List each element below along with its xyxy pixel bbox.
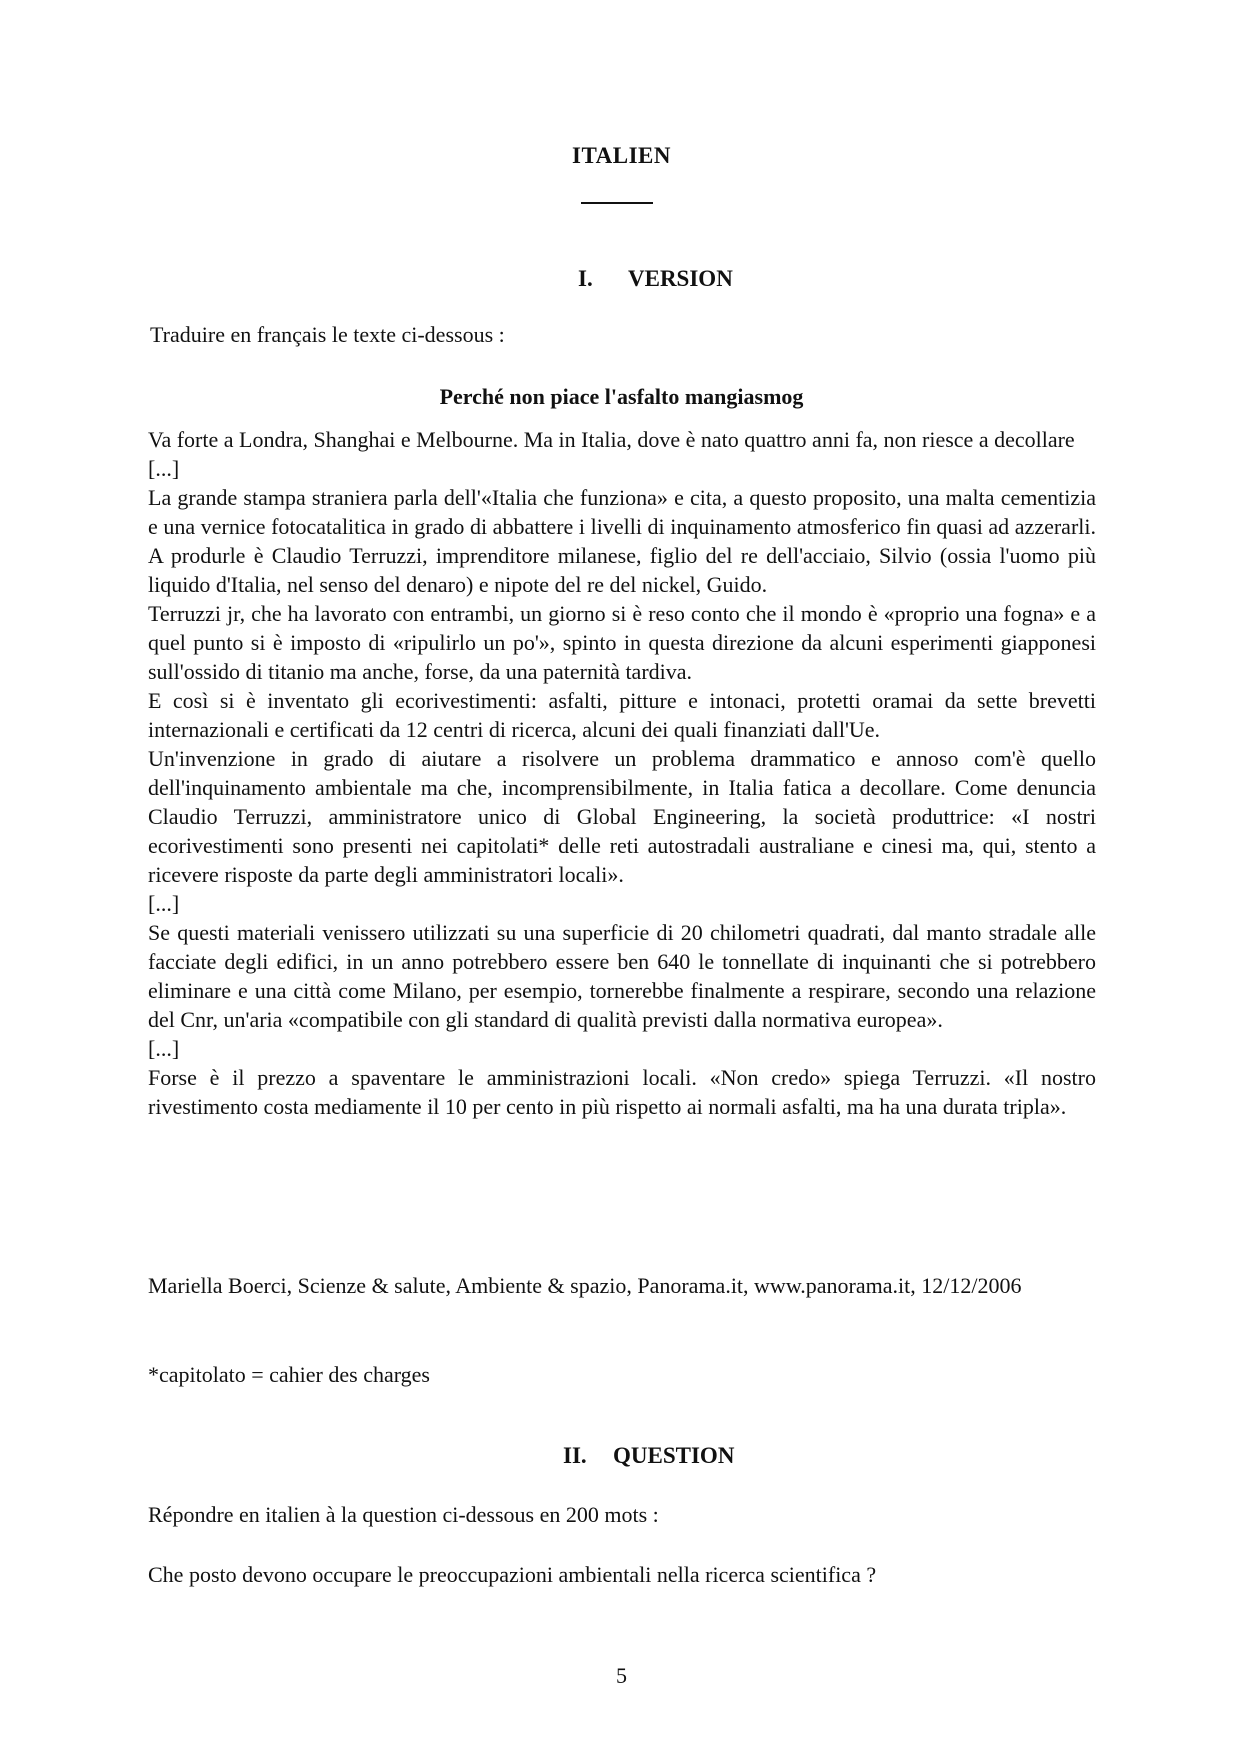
paragraph: La grande stampa straniera parla dell'«Italia che funziona» e cita, a questo proposito, una malta cementizia e una vernice fotocatalitica in grado di abbattere i livelli di inquinamento atmosferico fin quasi ad azzerarli. A produrle è Claudio Terruzzi, imprenditore milanese, figlio del re dell'acciaio, Silvio (ossia l'uomo più liquido d'Italia, nel senso del denaro) e nipote del re del nickel, Guido. [148,485,1096,597]
paragraph: E così si è inventato gli ecorivestimenti: asfalti, pitture e intonaci, protetti oramai da sette brevetti internazionali e certificati da 12 centri di ricerca, alcuni dei quali finanziati dall'Ue. [148,688,1096,742]
page-title: ITALIEN [572,143,671,168]
article-body [148,425,1096,1121]
paragraph: Un'invenzione in grado di aiutare a risolvere un problema drammatico e annoso com'è quello dell'inquinamento ambientale ma che, incomprensibilmente, in Italia fatica a decollare. Come denuncia Claudio Terruzzi, amministratore unico di Global Engineering, la società produttrice: «I nostri ecorivestimenti sono presenti nei capitolati* delle reti autostradali australiane e cinesi ma, qui, stento a ricevere risposte da parte degli amministratori locali». [148,746,1096,887]
section-title: QUESTION [613,1443,735,1468]
question-text: Che posto devono occupare le preoccupazioni ambientali nella ricerca scientifica ? [148,1562,877,1587]
page-number: 5 [616,1663,627,1688]
paragraph: Forse è il prezzo a spaventare le amministrazioni locali. «Non credo» spiega Terruzzi. «Il nostro rivestimento costa mediamente il 10 per cento in più rispetto ai normali asfalti, ma ha una durata tripla». [148,1065,1096,1119]
article-title: Perché non piace l'asfalto mangiasmog [439,384,804,409]
title-underline [581,202,653,204]
section-title: VERSION [628,266,733,291]
paragraph: Va forte a Londra, Shanghai e Melbourne. Ma in Italia, dove è nato quattro anni fa, non riesce a decollare [148,427,1075,452]
question-instruction: Répondre en italien à la question ci-dessous en 200 mots : [148,1502,659,1527]
translation-instruction: Traduire en français le texte ci-dessous : [150,322,505,347]
footnote: *capitolato = cahier des charges [148,1362,430,1387]
section-heading-version [578,266,733,292]
section-number: I. [578,266,593,291]
paragraph: Se questi materiali venissero utilizzati su una superficie di 20 chilometri quadrati, dal manto stradale alle facciate degli edifici, in un anno potrebbero essere ben 640 le tonnellate di inquinanti che si potrebbero eliminare e una città come Milano, per esempio, tornerebbe finalmente a respirare, secondo una relazione del Cnr, un'aria «compatibile con gli standard di qualità previsti dalla normativa europea». [148,920,1096,1032]
ellipsis-marker: [...] [148,1036,180,1061]
section-number: II. [563,1443,587,1468]
section-heading-question [563,1443,734,1469]
paragraph: Terruzzi jr, che ha lavorato con entrambi, un giorno si è reso conto che il mondo è «proprio una fogna» e a quel punto si è imposto di «ripulirlo un po'», spinto in questa direzione da alcuni esperimenti giapponesi sull'ossido di titanio ma anche, forse, da una paternità tardiva. [148,601,1096,684]
ellipsis-marker: [...] [148,456,180,481]
ellipsis-marker: [...] [148,891,180,916]
article-credit: Mariella Boerci, Scienze & salute, Ambiente & spazio, Panorama.it, www.panorama.it, 12/12/2006 [148,1273,1022,1298]
